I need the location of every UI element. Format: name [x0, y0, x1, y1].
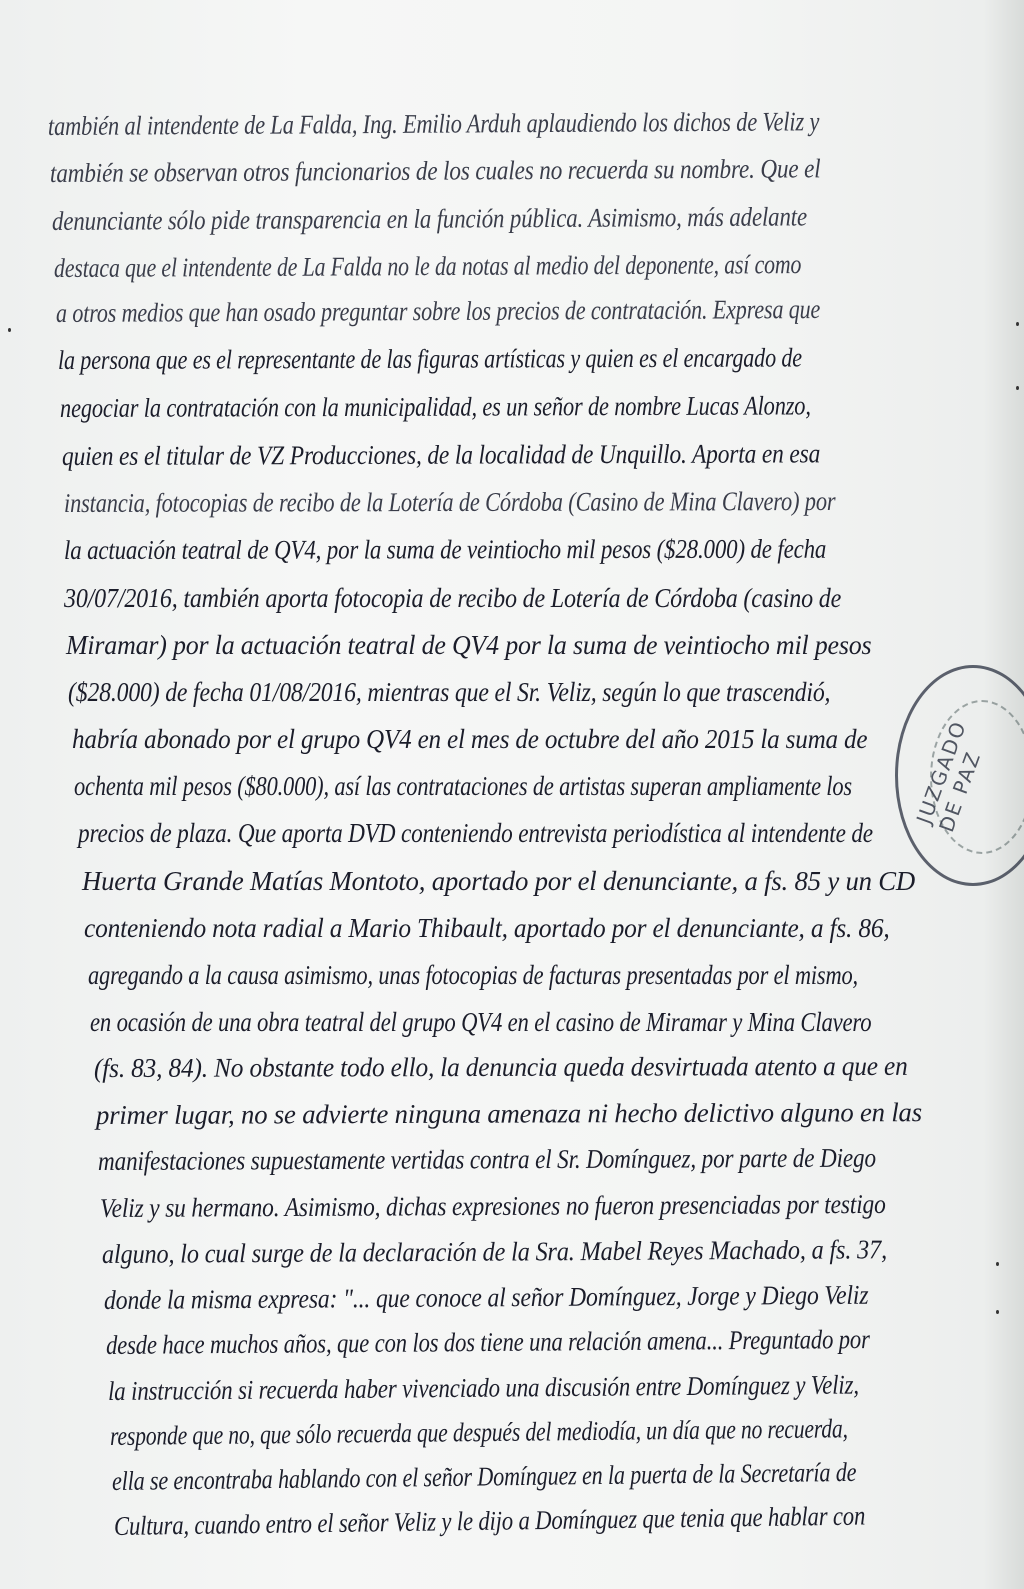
paper-speck [1016, 386, 1019, 390]
text-line-14: habría abonado por el grupo QV4 en el mes de octubre del año 2015 la suma de [72, 724, 868, 754]
text-line-13: ($28.000) de fecha 01/08/2016, mientras que el Sr. Veliz, según lo que trascendió, [68, 677, 831, 707]
text-line-21: (fs. 83, 84). No obstante todo ello, la denuncia queda desvirtuada atento a que en [93, 1050, 908, 1083]
text-line-17: Huerta Grande Matías Montoto, aportado por el denunciante, a fs. 85 y un CD [82, 866, 916, 896]
text-line-5: a otros medios que han osado preguntar sobre los precios de contratación. Expresa que [55, 293, 821, 328]
text-line-8: quien es el titular de VZ Producciones, de la localidad de Unquillo. Aporta en esa [61, 438, 821, 471]
text-line-18: conteniendo nota radial a Mario Thibault, aportado por el denunciante, a fs. 86, [84, 913, 890, 943]
text-line-10: la actuación teatral de QV4, por la suma de veintiocho mil pesos ($28.000) de fecha [63, 533, 827, 565]
text-line-30: ella se encontraba hablando con el señor Domínguez en la puerta de la Secretaría de [111, 1456, 857, 1496]
paper-speck [996, 1310, 999, 1314]
text-line-6: la persona que es el representante de las figuras artísticas y quien es el encargado de [57, 342, 802, 375]
text-line-31: Cultura, cuando entro el señor Veliz y le dijo a Domínguez que tenia que hablar con [113, 1500, 866, 1541]
text-line-27: desde hace muchos años, que con los dos tiene una relación amena... Preguntado por [105, 1324, 870, 1360]
paper-speck [996, 1262, 999, 1266]
text-line-2: también se observan otros funcionarios de los cuales no recuerda su nombre. Que el [49, 153, 821, 188]
paper-speck [8, 328, 11, 332]
text-line-1: también al intendente de La Falda, Ing. Emilio Arduh aplaudiendo los dichos de Veliz y [47, 106, 820, 141]
text-line-11: 30/07/2016, también aporta fotocopia de recibo de Lotería de Córdoba (casino de [64, 583, 842, 613]
text-line-28: la instrucción si recuerda haber vivenciado una discusión entre Domínguez y Veliz, [107, 1369, 860, 1406]
text-line-25: alguno, lo cual surge de la declaración de la Sra. Mabel Reyes Machado, a fs. 37, [101, 1234, 888, 1269]
court-stamp-text: JUZGADO DE PAZ [911, 717, 986, 836]
text-line-12: Miramar) por la actuación teatral de QV4 por la suma de veintiocho mil pesos [66, 630, 872, 660]
text-line-26: donde la misma expresa: "... que conoce al señor Domínguez, Jorge y Diego Veliz [103, 1279, 869, 1315]
text-line-7: negociar la contratación con la municipalidad, es un señor de nombre Lucas Alonzo, [59, 390, 811, 423]
text-line-24: Veliz y su hermano. Asimismo, dichas expresiones no fueron presenciadas por testigo [99, 1188, 886, 1223]
text-line-16: precios de plaza. Que aporta DVD conteniendo entrevista periodística al intendente de [78, 818, 873, 848]
text-line-22: primer lugar, no se advierte ninguna amenaza ni hecho delictivo alguno en las [95, 1097, 922, 1130]
text-line-9: instancia, fotocopias de recibo de la Lotería de Córdoba (Casino de Mina Clavero) por [63, 485, 836, 518]
text-line-23: manifestaciones supuestamente vertidas contra el Sr. Domínguez, por parte de Diego [97, 1142, 876, 1176]
text-line-15: ochenta mil pesos ($80.000), así las contrataciones de artistas superan ampliamente los [74, 771, 852, 801]
text-line-29: responde que no, que sólo recuerda que después del mediodía, un día que no recuerda, [109, 1413, 848, 1451]
text-line-20: en ocasión de una obra teatral del grupo QV4 en el casino de Miramar y Mina Clavero [90, 1007, 872, 1037]
text-line-4: destaca que el intendente de La Falda no le da notas al medio del deponente, así como [53, 249, 802, 283]
text-line-3: denunciante sólo pide transparencia en la función pública. Asimismo, más adelante [51, 201, 808, 236]
text-line-19: agregando a la causa asimismo, unas fotocopias de facturas presentadas por el mismo, [88, 960, 858, 990]
paper-speck [1016, 322, 1019, 326]
